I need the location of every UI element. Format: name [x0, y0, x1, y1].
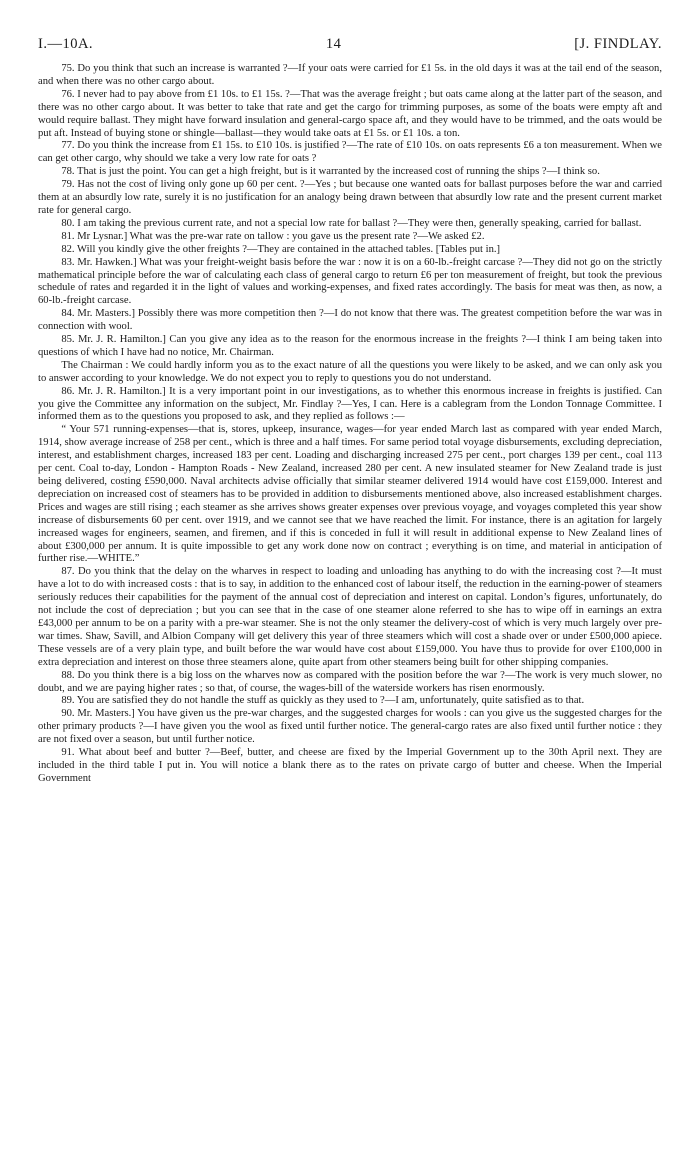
paragraph-q91: 91. What about beef and butter ?—Beef, butter, and cheese are fixed by the Imperial Government up to the 30th April next. They are included in the third table I put in. You will notice a blank there as to the rates on private cargo of butter and cheese. When the Imperial Government: [38, 747, 662, 784]
paragraph-q75: 75. Do you think that such an increase is warranted ?—If your oats were carried for £1 5s. in the old days it was at the tail end of the season, and when there was no other cargo about.: [38, 63, 662, 87]
paragraph-q83: 83. Mr. Hawken.] What was your freight-weight basis before the war : now it is on a 60-lb.-freight carcase ?—They did not go on the strictly mathematical principle before the war of calculating each class of general cargo to return £6 per ton measurement of freight, but took the previous schedule of rates and regarded it in the light of values and working-expenses, and fixed rates accordingly. The basis for meat was then, as now, a 60-lb.-freight carcase.: [38, 256, 662, 307]
page-header: [38, 36, 662, 53]
paragraph-q86: 86. Mr. J. R. Hamilton.] It is a very important point in our investigations, as to whether this enormous increase in freights is justified. Can you give the Committee any information on the subject, Mr. Findlay ?—Yes, I can. Here is a cablegram from the London Tonnage Committee. I informed them as to the questions you proposed to ask, and they replied as follows :—: [38, 385, 662, 423]
paragraph-q89: 89. You are satisfied they do not handle the stuff as quickly as they used to ?—I am, unfortunately, quite satisfied as to that.: [61, 695, 585, 707]
paragraph-q82: 82. Will you kindly give the other freights ?—They are contained in the attached tables. [Tables put in.]: [61, 243, 501, 255]
paragraph-q76: 76. I never had to pay above from £1 10s. to £1 15s. ?—That was the average freight ; but oats came along at the latter part of the season, and there was no other cargo about. It was better to take that rate and get the cargo for trimming purposes, as some of the boats were empty aft and would require ballast. They might have forward insulation and general-cargo space aft, and they would have to be trimmed, and the oats would be put aft. Instead of buying stone or shingle—ballast—they would take oats at £1 5s. or £1 10s. a ton.: [38, 88, 662, 139]
paragraph-q78: 78. That is just the point. You can get a high freight, but is it warranted by the increased cost of running the ships ?—I think so.: [61, 166, 600, 178]
paragraph-q90: 90. Mr. Masters.] You have given us the pre-war charges, and the suggested charges for wools : can you give us the suggested charges for the other primary products ?—I have given you the wool as fixed until further notice. The general-cargo rates are also fixed until further notice : they are not fixed over a season, but until further notice.: [38, 708, 662, 746]
paragraph-q79: 79. Has not the cost of living only gone up 60 per cent. ?—Yes ; but because one wanted oats for ballast purposes before the war and carried them at an absurdly low rate, surely it is no justification for an analogy being drawn between that absurdly low rate and the present current market rate for general cargo.: [38, 179, 662, 216]
paragraph-cablegram: “ Your 571 running-expenses—that is, stores, upkeep, insurance, wages—for year ended March last as compared with year ended March, 1914, show average increase of 258 per cent., which is three and a half times. For same period total voyage disbursements, excluding depreciation, interest, and establishment charges, increased 183 per cent. Loading and discharging increased 275 per cent., port charges 139 per cent., coal 113 per cent. Coal to-day, London - Hampton Roads - New Zealand, increased 280 per cent. A new insulated steamer for New Zealand trade is just being delivered, costing £590,000. Naval architects advise officially that similar steamer delivered 1914 would have cost £159,000. Interest and depreciation on increased cost of steamers has to be provided in addition to disbursements mentioned above, also increased establishment charges. Prices and wages are still rising ; each steamer as she arrives shows greater expenses over previous voyage, and voyages completed this year show increase of disbursements 60 per cent. over 1919, and we cannot see that we have reached the limit. For instance, there is an agitation for largely increased wages for engineers, seamen, and firemen, and if this is conceded in full it will result in additional expense to New Zealand lines of about £300,000 per annum. It is quite impossible to get any work done now on contract ; everything is on time, and material in anticipation of further rise.—WHITE.”: [38, 424, 662, 565]
paragraph-q87: 87. Do you think that the delay on the wharves in respect to loading and unloading has anything to do with the increasing cost ?—It must have a lot to do with increased costs : that is to say, in addition to the enhanced cost of labour itself, the reduction in the earning-power of steamers seriously reduces their capabilities for the payment of the annual cost of depreciation and interest on capital. London’s figures, unfortunately, do not include the cost of depreciation ; but you can see that in the case of one steamer alone referred to she has to wipe off in earnings an extra £43,000 per annum to be on a parity with a pre-war steamer. She is not the only steamer the delivery-cost of which is very much largely over pre-war times. Shaw, Savill, and Albion Company will get delivery this year of three steamers which will cost a shade over or under £500,000 apiece. These vessels are of a very plain type, and built before the war would have cost about £159,000. You have thus to provide for over £100,000 in extra depreciation and interest on those three steamers alone, quite apart from other steamers being built for other shipping companies.: [38, 566, 662, 668]
page-body: [38, 63, 662, 786]
paragraph-q80: 80. I am taking the previous current rate, and not a special low rate for ballast ?—They were then, generally speaking, carried for ballast.: [61, 217, 642, 229]
paragraph-q85: 85. Mr. J. R. Hamilton.] Can you give any idea as to the reason for the enormous increase in the freights ?—I think I am being taken into questions of which I have had no notice, Mr. Chairman.: [38, 334, 662, 358]
paragraph-chairman: The Chairman : We could hardly inform you as to the exact nature of all the questions you were likely to be asked, and we can only ask you to answer according to your knowledge. We do not expect you to reply to questions you do not understand.: [38, 359, 662, 384]
page-number: 14: [325, 36, 342, 52]
paragraph-q84: 84. Mr. Masters.] Possibly there was more competition then ?—I do not know that there was. The greatest competition before the war was in connection with wool.: [38, 308, 662, 333]
paragraph-q81: 81. Mr Lysnar.] What was the pre-war rate on tallow : you gave us the present rate ?—We asked £2.: [61, 230, 485, 242]
witness-name: [J. FINDLAY.: [574, 36, 662, 52]
paper-reference: I.—10A.: [38, 36, 94, 52]
paragraph-q88: 88. Do you think there is a big loss on the wharves now as compared with the position before the war ?—The work is very much slower, no doubt, and we are paying higher rates ; so that, of course, the wages-bill of the waterside workers has risen enormously.: [38, 669, 662, 694]
paragraph-q77: 77. Do you think the increase from £1 15s. to £10 10s. is justified ?—The rate of £10 10s. on oats represents £6 a ton measurement. When we can get other cargo, why should we take a very low rate for oats ?: [38, 140, 662, 165]
